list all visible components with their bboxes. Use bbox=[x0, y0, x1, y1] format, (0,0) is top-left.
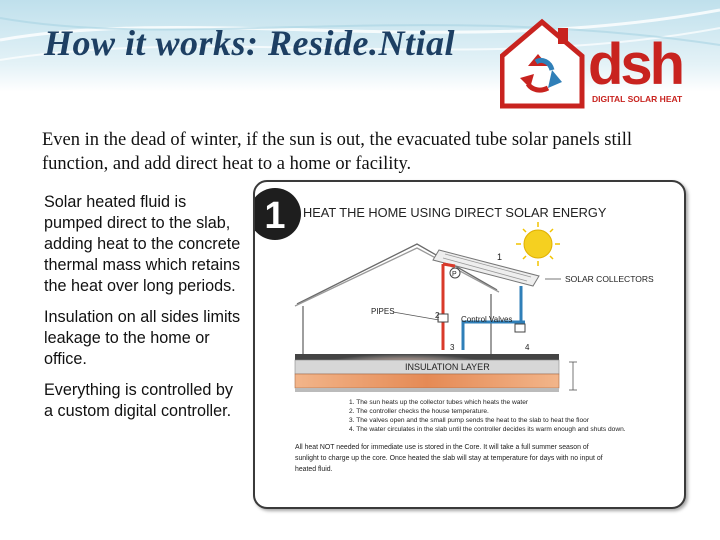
note-line-2: sunlight to charge up the core. Once heated the slab will stay at temperature for days with no input of bbox=[295, 455, 603, 462]
label-pipes: PIPES bbox=[371, 307, 395, 316]
dsh-logo bbox=[500, 18, 695, 110]
step-caption-4: 4. The water circulates in the slab until the controller decides its warm enough and shuts down. bbox=[349, 426, 626, 433]
slide-title: How it works: Reside.Ntial bbox=[44, 23, 456, 63]
paragraph-controller: Everything is controlled by a custom digital controller. bbox=[44, 381, 233, 420]
label-solar-collectors: SOLAR COLLECTORS bbox=[565, 274, 654, 284]
note-line-3: heated fluid. bbox=[295, 466, 333, 473]
label-n4: 4 bbox=[525, 343, 530, 352]
diagram-heading: HEAT THE HOME USING DIRECT SOLAR ENERGY bbox=[303, 205, 607, 220]
paragraph-insulation: Insulation on all sides limits leakage to the home or office. bbox=[44, 308, 241, 368]
valve-icon bbox=[515, 324, 525, 332]
label-n2: 2 bbox=[435, 311, 440, 320]
step-caption-2: 2. The controller checks the house temperature. bbox=[349, 408, 489, 415]
logo-subtitle: DIGITAL SOLAR HEAT bbox=[592, 94, 683, 104]
body-text bbox=[44, 192, 244, 432]
label-n3: 3 bbox=[450, 343, 455, 352]
thermal-core bbox=[295, 374, 559, 388]
intro-text: Even in the dead of winter, if the sun is out, the evacuated tube solar panels still function, and add direct heat to a home or facility. bbox=[42, 130, 633, 174]
solar-collector-panel bbox=[433, 250, 539, 286]
step-number: 1 bbox=[264, 195, 286, 237]
note-line-1: All heat NOT needed for immediate use is stored in the Core. It will take a full summer season of bbox=[295, 444, 589, 451]
valve-icon bbox=[438, 314, 448, 322]
label-control-valves: Control Valves bbox=[461, 315, 513, 324]
step-caption-1: 1. The sun heats up the collector tubes which heats the water bbox=[349, 399, 529, 406]
step-caption-3: 3. The valves open and the small pump sends the heat to the slab to heat the floor bbox=[349, 417, 589, 424]
logo-wordmark: dsh bbox=[588, 32, 683, 97]
label-pump: P bbox=[452, 271, 457, 278]
solar-heating-diagram bbox=[253, 180, 686, 509]
label-n1: 1 bbox=[497, 252, 503, 262]
sun-icon bbox=[516, 222, 560, 266]
paragraph-pumped: Solar heated fluid is pumped direct to the slab, adding heat to the concrete thermal mass which retains the heat over long periods. bbox=[44, 193, 241, 295]
label-insulation-layer: INSULATION LAYER bbox=[405, 362, 490, 372]
